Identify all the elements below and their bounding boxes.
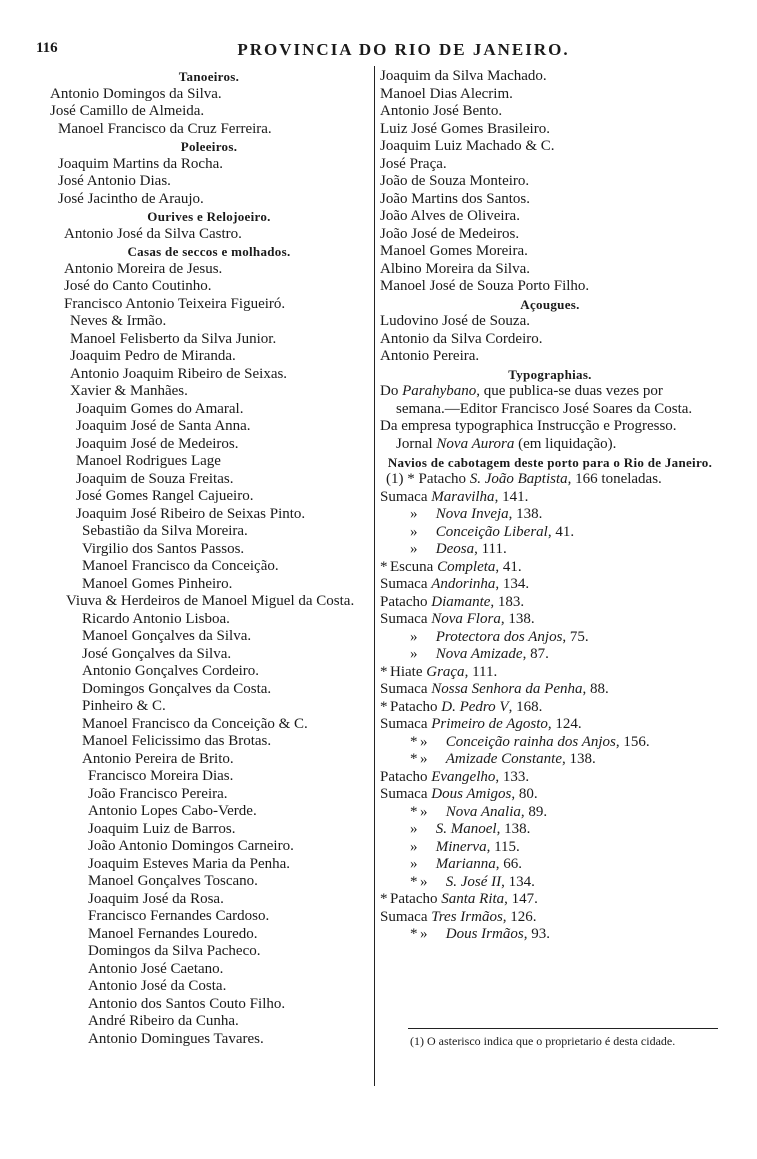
list-item: José Praça. xyxy=(380,155,447,172)
vessel-tonnage: , 138. xyxy=(562,751,596,767)
vessel-entry xyxy=(380,559,720,577)
owner-mark: * xyxy=(410,733,418,750)
vessel-entry xyxy=(380,611,720,629)
vessel-type: » xyxy=(410,838,418,855)
owner-mark: * xyxy=(410,873,418,890)
owner-mark: * xyxy=(380,891,388,907)
list-item: Ricardo Antonio Lisboa. xyxy=(82,610,230,627)
list-item: Manoel Felicissimo das Brotas. xyxy=(82,733,272,749)
vessel-entry xyxy=(380,769,720,787)
vessel-entry xyxy=(380,891,720,909)
list-item: José Gonçalves da Silva. xyxy=(82,645,232,662)
list-item: Xavier & Manhães. xyxy=(70,383,188,399)
vessel-entry xyxy=(380,489,720,507)
vessel-name: Marianna xyxy=(435,856,496,872)
list-item: Manoel Felisberto da Silva Junior. xyxy=(70,330,277,347)
vessel-tonnage: , 138. xyxy=(500,611,535,627)
list-item: Sebastião da Silva Moreira. xyxy=(82,523,248,539)
list-item: Joaquim da Silva Machado. xyxy=(380,68,547,84)
list-item: José Gomes Rangel Cajueiro. xyxy=(76,488,254,504)
vessel-name: Maravilha xyxy=(431,488,495,505)
list-item: Joaquim Luiz de Barros. xyxy=(88,820,236,837)
vessel-name: Andorinha xyxy=(431,576,496,592)
owner-mark: * xyxy=(380,558,388,575)
vessel-name: Dous Irmãos xyxy=(445,926,524,942)
vessel-entry xyxy=(380,734,720,752)
vessel-tonnage: , 183. xyxy=(490,593,525,610)
vessel-type: Hiate xyxy=(390,663,423,680)
vessel-tonnage: , 168. xyxy=(508,698,543,715)
vessel-type: Escuna xyxy=(390,558,434,575)
list-item: Antonio Domingues Tavares. xyxy=(88,1030,264,1047)
vessel-entry xyxy=(380,681,720,699)
vessel-name: Protectora dos Anjos xyxy=(435,628,563,645)
vessel-type: » xyxy=(410,541,418,557)
list-item: Joaquim de Souza Freitas. xyxy=(76,470,234,487)
vessel-entry xyxy=(380,576,720,594)
newspaper-title: Parahybano xyxy=(402,383,477,399)
vessel-type: » xyxy=(420,751,428,767)
vessel-type: Sumaca xyxy=(380,576,428,592)
vessel-name: Primeiro de Agosto xyxy=(431,716,548,732)
vessel-type: Patacho xyxy=(390,698,438,715)
vessel-name: Nossa Senhora da Penha xyxy=(431,681,583,697)
entry-text: (em liquidação). xyxy=(514,435,617,452)
footnote-ref: (1) xyxy=(386,471,404,487)
vessel-name: Deosa xyxy=(435,541,475,557)
list-item: Manoel Gomes Pinheiro. xyxy=(82,575,233,592)
section-heading-navios: Navios de cabotagem deste porto para o Rio de Janeiro. xyxy=(387,455,713,470)
vessel-type: Patacho xyxy=(380,768,428,785)
owner-mark: * xyxy=(410,751,418,767)
vessel-type: Sumaca xyxy=(380,611,428,627)
vessel-type: » xyxy=(410,523,418,540)
footnote-text: (1) O asterisco indica que o proprietario é desta cidade. xyxy=(410,1034,676,1048)
list-item: Manoel Gomes Moreira. xyxy=(380,243,528,259)
vessel-tonnage: , 88. xyxy=(582,681,609,697)
list-item: Francisco Moreira Dias. xyxy=(88,768,234,784)
list-item: Manoel Rodrigues Lage xyxy=(76,453,221,469)
section-heading-tanoeiros: Tanoeiros. xyxy=(178,69,240,84)
list-item: Neves & Irmão. xyxy=(70,313,167,329)
list-item: Antonio Joaquim Ribeiro de Seixas. xyxy=(70,365,288,382)
list-item: Manoel Francisco da Conceição. xyxy=(82,558,279,574)
list-item: Manoel Gonçalves da Silva. xyxy=(82,628,252,644)
owner-mark: * xyxy=(407,471,415,487)
list-item: Manoel Francisco da Cruz Ferreira. xyxy=(58,120,272,137)
vessel-entry xyxy=(380,909,720,927)
vessel-tonnage: , 126. xyxy=(502,908,537,925)
vessel-type: » xyxy=(410,506,418,522)
vessel-list xyxy=(380,489,720,944)
list-item: Antonio José da Costa. xyxy=(88,978,227,994)
list-item: Joaquim Gomes do Amaral. xyxy=(76,400,244,417)
list-item: Joaquim José de Medeiros. xyxy=(76,435,239,452)
list-item: Domingos da Silva Pacheco. xyxy=(88,943,261,959)
vessel-tonnage: , 87. xyxy=(522,646,549,662)
list-item: João de Souza Monteiro. xyxy=(380,173,530,189)
vessel-tonnage: , 134. xyxy=(495,576,530,592)
vessel-entry xyxy=(380,821,720,839)
vessel-tonnage: , 93. xyxy=(523,926,550,942)
vessel-entry xyxy=(380,524,720,542)
vessel-name: Completa xyxy=(437,558,496,575)
vessel-tonnage: , 115. xyxy=(486,838,520,855)
list-item: Pinheiro & C. xyxy=(82,698,166,714)
vessel-entry xyxy=(380,926,720,944)
column-divider xyxy=(374,66,375,1086)
list-item: João Alves de Oliveira. xyxy=(380,208,520,224)
list-item: Antonio Gonçalves Cordeiro. xyxy=(82,663,260,679)
list-item: Joaquim José Ribeiro de Seixas Pinto. xyxy=(76,505,306,522)
list-item: Joaquim Esteves Maria da Penha. xyxy=(88,855,291,872)
vessel-entry xyxy=(380,856,720,874)
vessel-type: » xyxy=(410,856,418,872)
vessel-name: S. Manoel xyxy=(435,821,497,837)
list-item: Joaquim Pedro de Miranda. xyxy=(70,348,236,364)
vessel-entry xyxy=(380,664,720,682)
vessel-entry xyxy=(380,804,720,822)
vessel-tonnage: , 41. xyxy=(547,523,575,540)
vessel-tonnage: , 147. xyxy=(504,891,538,907)
owner-mark: * xyxy=(410,803,418,820)
section-heading-ourives: Ourives e Relojoeiro. xyxy=(147,209,271,224)
vessel-entry xyxy=(380,594,720,612)
vessel-name: Minerva xyxy=(435,838,487,855)
vessel-type: Patacho xyxy=(418,471,466,487)
vessel-name: Evangelho xyxy=(431,768,496,785)
list-item: Ludovino José de Souza. xyxy=(380,313,530,329)
list-item: Luiz José Gomes Brasileiro. xyxy=(380,120,550,137)
vessel-name: Nova Amizade xyxy=(435,646,523,662)
vessel-name: Santa Rita xyxy=(441,891,505,907)
owner-mark: * xyxy=(380,698,388,715)
list-item: Antonio José da Silva Castro. xyxy=(64,225,242,242)
vessel-entry xyxy=(380,751,720,769)
vessel-name: Nova Analia xyxy=(445,803,521,820)
footnote xyxy=(410,1034,720,1049)
vessel-type: Sumaca xyxy=(380,681,428,697)
vessel-name: Graça xyxy=(426,663,465,680)
list-item: João Francisco Pereira. xyxy=(88,785,228,802)
list-item: Domingos Gonçalves da Costa. xyxy=(82,680,272,697)
list-item: João Martins dos Santos. xyxy=(380,190,530,207)
list-item: Antonio Pereira. xyxy=(380,348,480,364)
vessel-type: » xyxy=(420,926,428,942)
list-item: Virgilio dos Santos Passos. xyxy=(82,540,245,557)
vessel-type: » xyxy=(420,733,428,750)
entry-prefix: Do xyxy=(380,383,403,399)
list-item: Manoel José de Souza Porto Filho. xyxy=(380,278,590,294)
vessel-tonnage: , 89. xyxy=(520,803,548,820)
entry-prefix: Da empresa typographica Instrucção e Progresso. Jornal xyxy=(380,418,677,452)
list-item: Joaquim José da Rosa. xyxy=(88,890,224,907)
vessel-name: S. João Baptista xyxy=(469,471,568,487)
newspaper-title: Nova Aurora xyxy=(436,435,515,452)
section-heading-secos-molhados: Casas de seccos e molhados. xyxy=(127,244,291,259)
footnote-divider xyxy=(408,1028,718,1029)
list-item: Francisco Fernandes Cardoso. xyxy=(88,908,270,924)
typography-entry xyxy=(380,418,714,453)
vessel-type: » xyxy=(420,873,428,890)
section-heading-acougues: Açougues. xyxy=(520,296,580,312)
vessel-tonnage: , 141. xyxy=(494,488,529,505)
list-item: André Ribeiro da Cunha. xyxy=(88,1013,239,1029)
vessel-entry xyxy=(380,874,720,892)
vessel-type: » xyxy=(420,803,428,820)
list-item: Antonio Moreira de Jesus. xyxy=(64,260,223,277)
list-item: José Jacintho de Araujo. xyxy=(58,190,204,207)
list-item: Joaquim Martins da Rocha. xyxy=(58,155,223,172)
list-item: Antonio Lopes Cabo-Verde. xyxy=(88,803,257,819)
vessel-name: Nova Inveja xyxy=(435,506,509,522)
vessel-entry xyxy=(380,699,720,717)
vessel-type: » xyxy=(410,821,418,837)
entry-text: , que publica-se duas vezes por semana.—Editor Francisco José Soares da Costa. xyxy=(396,383,693,417)
vessel-type: » xyxy=(410,628,418,645)
list-item: Joaquim Luiz Machado & C. xyxy=(380,138,555,154)
vessel-name: Tres Irmãos xyxy=(431,908,503,925)
vessel-type: Sumaca xyxy=(380,908,428,925)
vessel-type: Sumaca xyxy=(380,488,428,505)
list-item: Antonio dos Santos Couto Filho. xyxy=(88,995,286,1012)
vessel-tonnage: , 166 toneladas. xyxy=(567,471,662,487)
vessel-entry xyxy=(380,541,720,559)
vessel-tonnage: , 156. xyxy=(615,733,650,750)
vessel-type: Patacho xyxy=(390,891,438,907)
vessel-name: Conceição rainha dos Anjos xyxy=(445,733,616,750)
left-column xyxy=(50,68,368,1048)
list-item: Manoel Gonçalves Toscano. xyxy=(88,873,258,889)
list-item: Antonio Pereira de Brito. xyxy=(82,750,234,767)
vessel-type: Sumaca xyxy=(380,716,428,732)
vessel-tonnage: , 66. xyxy=(495,856,522,872)
section-heading-typographias: Typographias. xyxy=(508,366,592,382)
vessel-tonnage: , 75. xyxy=(562,628,589,645)
list-item: Antonio da Silva Cordeiro. xyxy=(380,330,543,347)
vessel-entry xyxy=(380,716,720,734)
list-item: Antonio José Caetano. xyxy=(88,960,224,977)
page-number: 116 xyxy=(36,40,58,56)
vessel-entry xyxy=(380,506,720,524)
vessel-name: D. Pedro V xyxy=(441,698,509,715)
vessel-type: Patacho xyxy=(380,593,428,610)
vessel-entry xyxy=(380,629,720,647)
vessel-name: Diamante xyxy=(431,593,491,610)
list-item: Albino Moreira da Silva. xyxy=(380,260,530,277)
vessel-entry xyxy=(380,839,720,857)
vessel-tonnage: , 138. xyxy=(508,506,543,522)
list-item: José do Canto Coutinho. xyxy=(64,278,212,294)
list-item: João José de Medeiros. xyxy=(380,225,520,242)
running-head: PROVINCIA DO RIO DE JANEIRO. xyxy=(237,40,570,59)
vessel-tonnage: , 138. xyxy=(496,821,531,837)
list-item: Viuva & Herdeiros de Manoel Miguel da Costa. xyxy=(66,593,355,609)
owner-mark: * xyxy=(410,926,418,942)
vessel-tonnage: , 124. xyxy=(547,716,582,732)
vessel-name: Amizade Constante xyxy=(445,751,562,767)
list-item: Antonio Domingos da Silva. xyxy=(50,85,222,102)
vessel-tonnage: , 111. xyxy=(464,663,498,680)
vessel-name: S. José II xyxy=(445,873,502,890)
right-column xyxy=(380,68,720,944)
vessel-entry xyxy=(380,471,728,489)
list-item: José Camillo de Almeida. xyxy=(50,103,205,119)
list-item: Antonio José Bento. xyxy=(380,103,503,119)
vessel-type: Sumaca xyxy=(380,786,428,802)
vessel-tonnage: , 111. xyxy=(474,541,507,557)
list-item: Manoel Fernandes Louredo. xyxy=(88,925,258,942)
section-heading-poleeiros: Poleeiros. xyxy=(180,139,238,154)
list-item: Manoel Francisco da Conceição & C. xyxy=(82,715,308,732)
vessel-name: Conceição Liberal xyxy=(435,523,548,540)
vessel-tonnage: , 134. xyxy=(501,873,535,890)
vessel-entry xyxy=(380,786,720,804)
list-item: João Antonio Domingos Carneiro. xyxy=(88,838,294,854)
typography-entry xyxy=(380,383,714,418)
list-item: José Antonio Dias. xyxy=(58,173,171,189)
list-item: Joaquim José de Santa Anna. xyxy=(76,418,251,434)
vessel-tonnage: , 41. xyxy=(495,558,522,575)
vessel-type: » xyxy=(410,646,418,662)
vessel-name: Nova Flora xyxy=(431,611,501,627)
vessel-entry xyxy=(380,646,720,664)
owner-mark: * xyxy=(380,663,388,680)
vessel-tonnage: , 80. xyxy=(511,786,538,802)
list-item: Francisco Antonio Teixeira Figueiró. xyxy=(64,295,286,312)
list-item: Manoel Dias Alecrim. xyxy=(380,85,513,102)
vessel-name: Dous Amigos xyxy=(431,786,512,802)
vessel-tonnage: , 133. xyxy=(495,768,530,785)
